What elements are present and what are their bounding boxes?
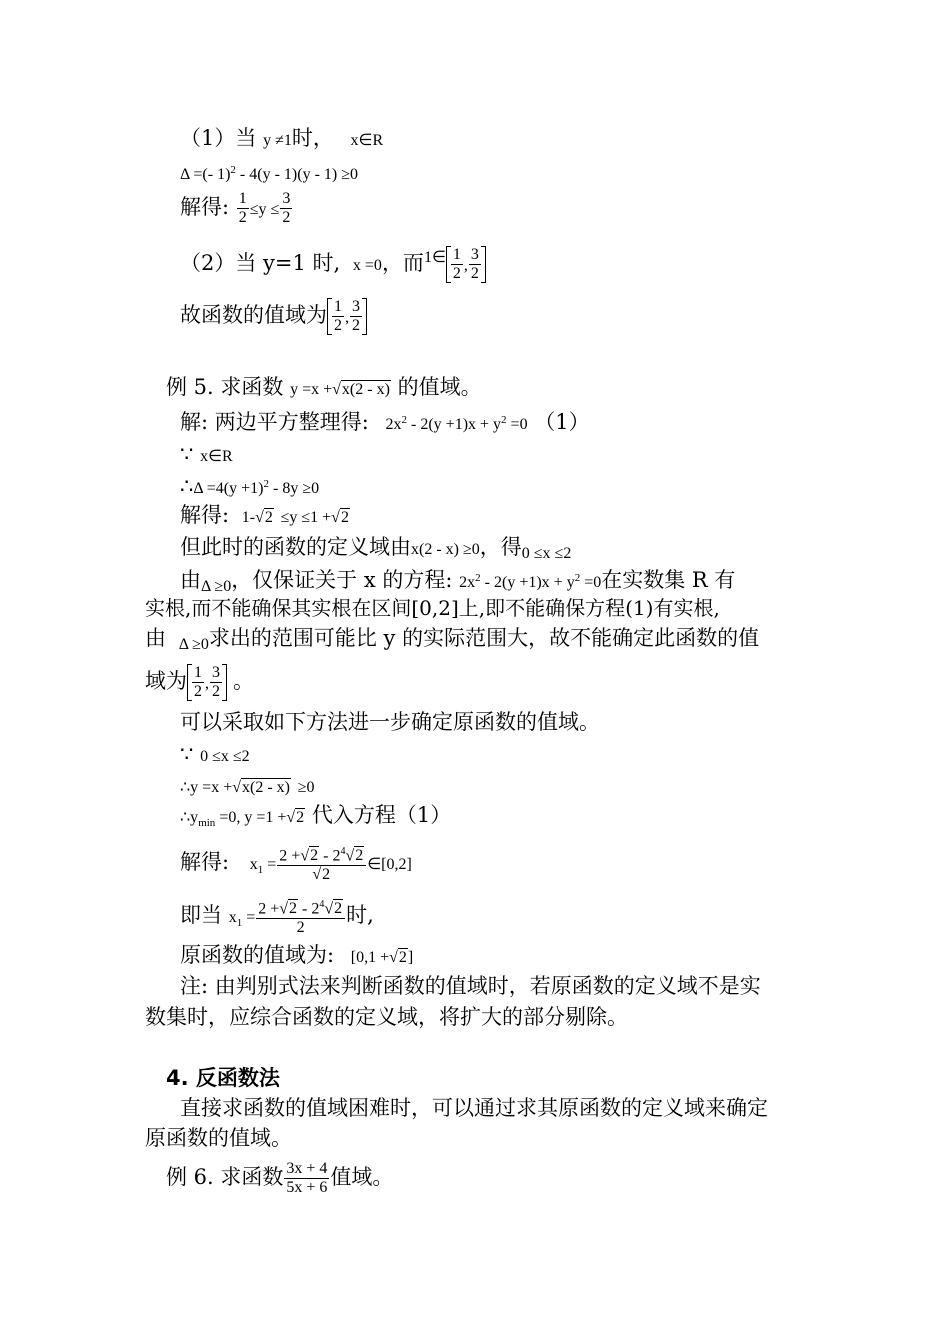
heading-text: 4. 反函数法 [166,1066,280,1090]
numerator: 3 [212,664,220,681]
math: - 2(y +1)x + y [480,574,575,591]
therefore-line-1 [180,470,319,503]
math: Δ ≥0 [178,636,209,653]
exponent: 2 [401,414,408,426]
math: Δ =4(y +1) [193,480,264,497]
math: y ≠1 [263,132,292,149]
sqrt-radicand: x(2 - x) [242,779,290,796]
text: ，仅保证关于 x 的方程: [231,568,453,592]
fraction [451,246,463,283]
math: ≤y ≤ [249,201,280,218]
fraction [192,664,204,701]
math: x [228,909,237,927]
exponent: 2 [501,414,507,426]
because-symbol: ∵ [180,742,194,766]
solve-line-3 [180,843,412,884]
subscript: 1 [257,864,264,877]
note-line-2 [145,1003,628,1031]
example-5-title: 例 5. 求函数 y =x +√x(2 - x) 的值域。 [166,375,482,399]
denominator: 2 [452,265,461,282]
subscript: min [198,817,216,829]
numerator: 3 [352,298,360,315]
math: ≥0 [297,779,315,796]
text: 即当 [180,903,222,928]
denominator: 2 [212,683,220,700]
sqrt-radicand: 2 [340,509,349,526]
denominator: 2 [470,265,479,282]
range-result-line: 原函数的值域为: [0,1 +√2] [180,943,414,967]
exponent: 2 [263,478,269,490]
domain-line [180,533,571,568]
fraction [210,664,222,701]
math: - 2(y +1)x + y [407,416,502,433]
solve-line-1 [180,190,293,227]
text: 例 6. 求函数 [166,1165,284,1189]
text: 解得: [180,850,230,875]
interval-bracket: $\frac{1}{2}$ , $\frac{3}{2}$ [446,246,486,283]
text: 注: 由判别式法来判断函数的值域时，若原函数的定义域不是实 [180,974,761,998]
numerator: 3x + 4 [286,1160,328,1177]
math: = [263,856,277,874]
math: ≤y ≤1 + [280,509,332,526]
math: ] [407,949,414,966]
numerator: $2 +√2 - 2^4√2$ [256,896,345,919]
section-heading [166,1064,280,1092]
text: 时， [291,126,334,150]
text: 时, [346,903,374,928]
discriminant-line [180,156,358,189]
numerator: 1 [194,664,202,681]
text: 由 [180,568,201,592]
math: - 8y ≥0 [268,480,320,497]
text: 代入方程（1） [311,803,452,827]
math: x∈R [350,132,384,149]
math: 2x [385,416,402,433]
denominator: 2 [282,209,291,226]
therefore-line-3: $\therefore y_{min} =0$, y =1 +√2 代入方程（1） [180,803,452,829]
numerator: 3 [282,190,291,207]
fraction [256,896,345,937]
text: 解得: [180,503,230,527]
text: （2）当 y=1 时, [180,251,341,275]
text: 解: 两边平方整理得: [180,410,369,434]
text: 可以采取如下方法进一步确定原函数的值域。 [180,710,600,734]
math: Δ =(- 1) [180,166,231,183]
text: （1）当 [180,126,257,150]
fraction [469,246,481,283]
text: 故函数的值域为 [180,303,327,327]
text: 实根,而不能确保其实根在区间[0,2]上,即不能确保方程(1)有实根, [145,596,720,620]
text: 但此时的函数的定义域由 [180,535,411,559]
sqrt-radicand: 2 [398,949,407,966]
exponent: 2 [475,572,481,584]
denominator: √2 [312,866,331,884]
math: [0,1 + [350,949,390,966]
text: ，得 [479,535,522,559]
math: 0 ≤x ≤2 [200,748,250,765]
interval-bracket: $\frac{1}{2}$ , $\frac{3}{2}$ [327,298,367,335]
text: 解得: [180,195,230,219]
solution-line-1 [180,406,590,439]
math: Δ ≥0 [201,578,232,595]
range-conclusion [180,298,367,335]
exponent: 2 [230,164,236,176]
text: 由 [145,626,166,650]
therefore-line-2: ∴y =x +√x(2 - x) ≥0 [180,779,315,796]
math: = [242,909,256,927]
math: ∴y [180,809,199,826]
numerator: 1 [238,190,247,207]
denominator: 2 [194,683,202,700]
fraction [277,843,366,884]
numerator: 3 [470,246,479,263]
sqrt-radicand: x(2 - x) [341,381,390,398]
explanation-line-2 [145,594,720,622]
paragraph-line-2 [145,1124,292,1152]
math: x(2 - x) ≥0 [411,541,480,558]
because-line-2 [180,740,250,771]
therefore-symbol: ∴ [180,474,194,498]
fraction [350,298,362,335]
math: x∈R [200,448,233,465]
math: ∈[0,2] [367,856,412,874]
text: 值域。 [330,1165,394,1189]
math: 1∈ [423,249,446,266]
numerator: 1 [334,298,342,315]
because-line [180,440,233,471]
fraction [237,190,249,227]
fraction [284,1160,329,1197]
math: x [249,856,258,874]
note-line-1 [180,972,761,1000]
math: 2x [459,574,476,591]
math: y =x + [290,381,333,398]
text: 直接求函数的值域困难时，可以通过求其原函数的定义域来确定 [180,1096,768,1120]
denominator: 5x + 6 [286,1179,328,1196]
exponent: 2 [574,572,581,584]
paragraph-line-1 [180,1094,768,1122]
numerator: $2 +√2 - 2^4√2$ [277,843,366,866]
text: （1） [534,410,590,434]
math: ∴y =x + [180,779,233,796]
numerator: 1 [452,246,461,263]
text: 。 [233,669,254,693]
interval-bracket: $\frac{1}{2}$ , $\frac{3}{2}$ [187,664,227,701]
solve-line-2: 解得: 1-√2 ≤y ≤1 +√2 [180,503,349,527]
math: =0, y =1 + [215,809,287,826]
math: =0 [580,574,602,591]
text: 数集时，应综合函数的定义域，将扩大的部分剔除。 [145,1005,628,1029]
text: ，而 [381,251,424,275]
text: 的值域。 [397,375,482,399]
text: 求出的范围可能比 y 的实际范围大，故不能确定此函数的值 [208,626,760,650]
math: =0 [506,416,528,433]
text: 域为 [145,669,187,693]
when-line [180,896,374,937]
example-6-title [166,1160,393,1197]
sqrt-radicand: 2 [264,509,273,526]
text: 原函数的值域。 [145,1126,292,1150]
fraction [280,190,292,227]
explanation-line-3 [145,624,759,659]
because-symbol: ∵ [180,442,194,466]
denominator: 2 [238,209,247,226]
denominator: 2 [352,317,360,334]
text: 在实数集 R 有 [601,568,736,592]
text: 原函数的值域为: [180,943,335,967]
denominator: 2 [296,919,305,937]
text: 例 5. 求函数 [166,375,284,399]
case-1-line [180,124,383,155]
math: - 4(y - 1)(y - 1) ≥0 [235,166,358,183]
sqrt-radicand: 2 [296,809,305,826]
math: 1- [241,509,256,526]
denominator: 2 [334,317,342,334]
case-2-line [180,244,486,283]
fraction [332,298,344,335]
explanation-line-4 [145,664,254,701]
subscript: 1 [236,917,243,930]
math: x =0 [352,257,382,274]
method-intro [180,708,600,736]
math: 0 ≤x ≤2 [521,545,572,562]
